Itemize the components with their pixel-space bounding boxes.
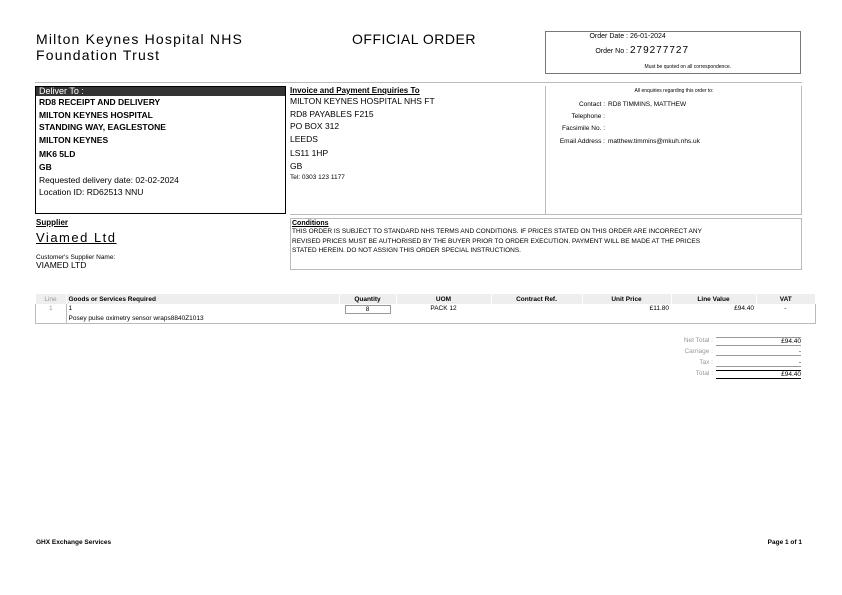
conditions-line: THIS ORDER IS SUBJECT TO STANDARD NHS TERMS AND CONDITIONS. IF PRICES STATED ON THIS ORDER ARE INCORRECT ANY — [292, 228, 702, 235]
email-label: Email Address : — [559, 138, 605, 145]
carriage-label: Carriage : — [684, 348, 713, 355]
column-header-contract-ref: Contract Ref. — [491, 294, 582, 304]
invoice-postcode: LS11 1HP — [290, 148, 329, 159]
footer-page-number: Page 1 of 1 — [767, 539, 802, 546]
deliver-postcode: MK6 5LD — [39, 149, 76, 160]
table-row — [36, 304, 816, 324]
supplier-section — [36, 218, 117, 269]
deliver-address — [36, 96, 285, 199]
cell-goods — [66, 304, 339, 324]
deliver-address-line: RD8 RECEIPT AND DELIVERY — [39, 97, 161, 107]
order-number-note: Must be quoted on all correspondence. — [644, 64, 731, 70]
order-date-label: Order Date : — [589, 33, 628, 40]
separator-line — [35, 82, 802, 83]
invoice-address-line: MILTON KEYNES HOSPITAL NHS FT — [290, 96, 435, 106]
customer-supplier-value: VIAMED LTD — [36, 260, 87, 270]
cell-line-value: £94.40 — [734, 305, 754, 312]
telephone-label: Telephone : — [571, 113, 605, 120]
column-header-quantity: Quantity — [339, 294, 396, 304]
order-info-box — [545, 31, 801, 74]
column-header-uom: UOM — [396, 294, 491, 304]
column-header-unit-price: Unit Price — [582, 294, 671, 304]
cell-quantity — [339, 304, 396, 324]
invoice-title: Invoice and Payment Enquiries To — [290, 86, 420, 95]
total-label: Total : — [695, 370, 713, 377]
order-date-value: 26-01-2024 — [630, 33, 666, 40]
deliver-address-line: MILTON KEYNES — [39, 134, 109, 145]
invoice-country: GB — [290, 160, 303, 171]
deliver-country: GB — [39, 161, 52, 172]
trust-name-line1: Milton Keynes Hospital NHS — [36, 31, 244, 47]
carriage-value: - — [716, 348, 801, 356]
total-value: £94.40 — [716, 370, 801, 379]
supplier-title: Supplier — [36, 218, 69, 227]
requested-delivery-date: Requested delivery date: 02-02-2024 — [39, 174, 179, 185]
email-value: matthew.timmins@mkuh.nhs.uk — [608, 138, 700, 145]
tax-value: - — [716, 359, 801, 367]
cell-vat: - — [756, 304, 816, 324]
enquiries-heading: All enquiries regarding this order to: — [634, 88, 714, 94]
deliver-to-box — [35, 86, 286, 214]
trust-name — [36, 31, 243, 63]
order-number-value: 279277727 — [630, 45, 690, 56]
column-header-line: Line — [36, 294, 67, 304]
deliver-address-line: STANDING WAY, EAGLESTONE — [39, 122, 166, 133]
conditions-line: REVISED PRICES MUST BE AUTHORISED BY THE BUYER PRIOR TO ORDER EXECUTION. PAYMENT WILL BE MADE AT THE PRICES — [292, 237, 701, 245]
cell-unit-price: £11.80 — [649, 305, 669, 312]
invoice-enquiries — [290, 86, 435, 183]
location-id: Location ID: RD62513 NNU — [39, 187, 144, 198]
deliver-to-title: Deliver To : — [36, 87, 285, 96]
invoice-address-line: LEEDS — [290, 133, 318, 144]
cell-item-number: 1 — [68, 305, 73, 312]
conditions-line: STATED HEREIN. DO NOT ASSIGN THIS ORDER SPECIAL INSTRUCTIONS. — [292, 247, 521, 254]
cell-description: Posey pulse oximetry sensor wraps8840Z1013 — [68, 315, 204, 322]
net-total-label: Net Total : — [683, 337, 713, 344]
customer-supplier-label: Customer's Supplier Name: — [36, 254, 116, 261]
facsimile-label: Facsimile No. : — [562, 125, 605, 132]
supplier-name: Viamed Ltd — [36, 230, 117, 245]
net-total-value: £94.40 — [716, 337, 801, 346]
invoice-telephone: Tel: 0303 123 1177 — [290, 173, 345, 181]
conditions-box — [290, 218, 802, 270]
contact-label: Contact : — [578, 101, 605, 108]
invoice-address-line: RD8 PAYABLES F215 — [290, 108, 374, 119]
conditions-text — [292, 227, 800, 256]
quantity-value: 8 — [345, 305, 391, 314]
column-header-line-value: Line Value — [671, 294, 756, 304]
cell-contract-ref — [491, 304, 582, 324]
deliver-address-line: MILTON KEYNES HOSPITAL — [39, 109, 153, 120]
separator-line — [290, 214, 802, 215]
column-header-goods: Goods or Services Required — [66, 294, 339, 304]
column-header-vat: VAT — [756, 294, 816, 304]
document-title: OFFICIAL ORDER — [352, 31, 476, 47]
cell-line: 1 — [36, 304, 67, 324]
order-items-table — [35, 294, 816, 324]
cell-uom: PACK 12 — [430, 305, 457, 312]
contact-value: RD8 TIMMINS, MATTHEW — [608, 101, 687, 108]
invoice-address — [290, 95, 435, 183]
footer-provider: GHX Exchange Services — [36, 539, 112, 546]
order-number-label: Order No : — [595, 48, 628, 55]
trust-name-line2: Foundation Trust — [36, 47, 161, 63]
invoice-address-line: PO BOX 312 — [290, 121, 340, 132]
column-divider — [801, 86, 802, 214]
conditions-title: Conditions — [292, 220, 329, 227]
table-header-row — [36, 294, 816, 304]
tax-label: Tax : — [699, 359, 713, 366]
